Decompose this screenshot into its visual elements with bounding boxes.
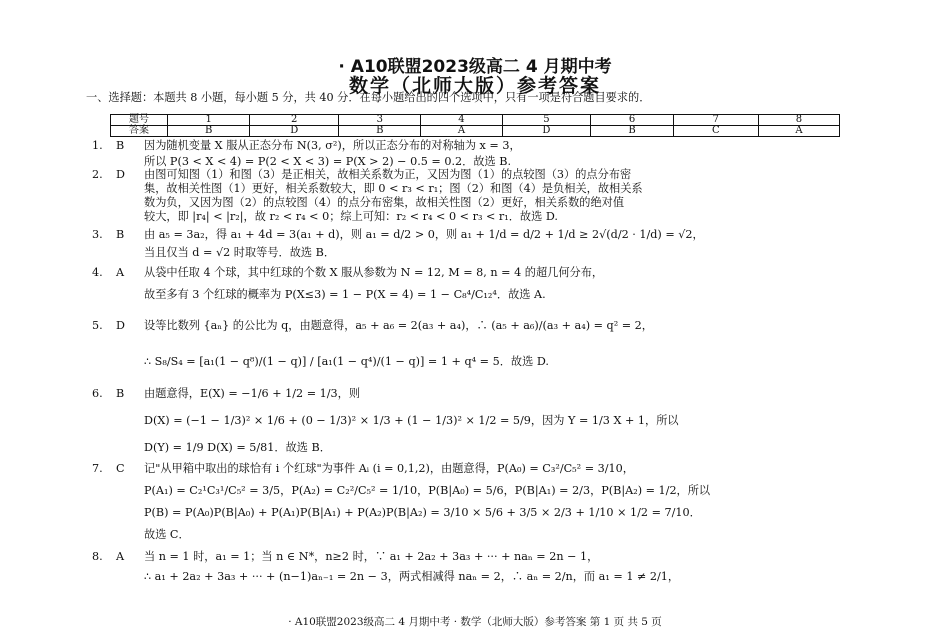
table-cell-number: 5 <box>502 115 591 126</box>
table-cell-number: 1 <box>168 115 250 126</box>
page-title: · A10联盟2023级高二 4 月期中考 <box>338 57 612 77</box>
answer-table <box>110 114 840 137</box>
solution-line: 当且仅当 d = √2 时取等号．故选 B． <box>144 246 336 259</box>
table-cell-number: 6 <box>591 115 673 126</box>
question-6 <box>92 380 882 461</box>
solution-line: 集，故相关性图（1）更好，相关系数较大，即 0 < r₃ < r₁；图（2）和图（4）是负相关，故相关系 <box>144 182 643 195</box>
question-1 <box>92 138 882 170</box>
table-cell-number: 4 <box>421 115 502 126</box>
solution-line: D(X) = (−1 − 1/3)² × 1/6 + (0 − 1/3)² × 1/3 + (1 − 1/3)² × 1/2 = 5/9，因为 Y = 1/3 X + 1，所以 <box>144 414 679 427</box>
solution-line: 因为随机变量 X 服从正态分布 N(3, σ²)，所以正态分布的对称轴为 x = 3， <box>144 139 521 152</box>
question-number: 3. <box>92 228 103 241</box>
solution-line: 较大，即 |r₄| < |r₂|，故 r₂ < r₄ < 0；综上可知：r₂ < r₄ < 0 < r₃ < r₁．故选 D. <box>144 210 558 223</box>
question-2 <box>92 168 882 224</box>
question-answer-key: D <box>116 319 125 332</box>
question-number: 5. <box>92 319 103 332</box>
question-answer-key: D <box>116 168 125 181</box>
question-number: 1. <box>92 139 103 152</box>
table-cell-answer: A <box>421 126 502 137</box>
table-cell-answer: B <box>591 126 673 137</box>
answer-table-answer-row <box>111 126 840 137</box>
table-row-label: 题号 <box>111 115 168 126</box>
solution-line: 从袋中任取 4 个球，其中红球的个数 X 服从参数为 N = 12, M = 8, n = 4 的超几何分布， <box>144 266 604 279</box>
solution-line: 由题意得，E(X) = −1/6 + 1/2 = 1/3，则 <box>144 387 361 400</box>
question-answer-key: B <box>116 387 125 400</box>
question-4 <box>92 262 882 306</box>
question-answer-key: A <box>116 266 125 279</box>
solution-line: ∴ S₈/S₄ = [a₁(1 − q⁸)/(1 − q)] / [a₁(1 − q⁴)/(1 − q)] = 1 + q⁴ = 5．故选 D. <box>144 355 549 368</box>
solution-line: 当 n = 1 时，a₁ = 1；当 n ∈ N*，n≥2 时，∵ a₁ + 2a₂ + 3a₃ + ··· + naₙ = 2n − 1， <box>144 550 599 563</box>
question-3 <box>92 226 882 262</box>
solution-line: 故选 C． <box>144 528 190 541</box>
question-number: 4. <box>92 266 103 279</box>
question-answer-key: B <box>116 139 125 152</box>
table-cell-answer: B <box>339 126 421 137</box>
table-cell-answer: C <box>673 126 758 137</box>
question-answer-key: B <box>116 228 125 241</box>
question-7 <box>92 458 882 546</box>
question-number: 7. <box>92 462 103 475</box>
question-answer-key: A <box>116 550 125 563</box>
solution-line: 所以 P(3 < X < 4) = P(2 < X < 3) = P(X > 2) − 0.5 = 0.2．故选 B. <box>144 155 512 168</box>
table-cell-number: 3 <box>339 115 421 126</box>
table-cell-answer: A <box>758 126 839 137</box>
question-8 <box>92 547 882 587</box>
solution-line: 数为负，又因为图（2）的点较图（4）的点分布密集，故相关性图（2）更好，相关系数的绝对值 <box>144 196 625 209</box>
solution-line: 故至多有 3 个红球的概率为 P(X≤3) = 1 − P(X = 4) = 1 − C₈⁴/C₁₂⁴．故选 A. <box>144 288 546 301</box>
table-cell-answer: B <box>168 126 250 137</box>
table-row-label: 答案 <box>111 126 168 137</box>
solution-line: 设等比数列 {aₙ} 的公比为 q，由题意得，a₅ + a₆ = 2(a₃ + a₄)，∴ (a₅ + a₆)/(a₃ + a₄) = q² = 2， <box>144 319 653 332</box>
solution-line: P(A₁) = C₂¹C₃¹/C₅² = 3/5，P(A₂) = C₂²/C₅² = 1/10，P(B|A₀) = 5/6，P(B|A₁) = 2/3，P(B|A₂) = 1/2，所以 <box>144 484 711 497</box>
question-number: 6. <box>92 387 103 400</box>
solution-line: ∴ a₁ + 2a₂ + 3a₃ + ··· + (n−1)aₙ₋₁ = 2n − 3，两式相减得 naₙ = 2，∴ aₙ = 2/n，而 a₁ = 1 ≠ 2/1， <box>144 570 680 583</box>
section-intro: 一、选择题：本题共 8 小题，每小题 5 分，共 40 分．在每小题给出的四个选项中，只有一项是符合题目要求的． <box>86 91 651 104</box>
question-number: 8. <box>92 550 103 563</box>
table-cell-number: 2 <box>250 115 339 126</box>
page-subtitle: 数学（北师大版）参考答案 <box>348 75 601 97</box>
question-answer-key: C <box>116 462 125 475</box>
question-number: 2. <box>92 168 103 181</box>
solution-line: 记"从甲箱中取出的球恰有 i 个红球"为事件 Aᵢ (i = 0,1,2)，由题意得，P(A₀) = C₃²/C₅² = 3/10， <box>144 462 634 475</box>
table-cell-number: 7 <box>673 115 758 126</box>
question-5 <box>92 308 882 380</box>
solution-line: D(Y) = 1/9 D(X) = 5/81．故选 B． <box>144 441 331 454</box>
answer-table-number-row <box>111 115 840 126</box>
solution-line: 由图可知图（1）和图（3）是正相关，故相关系数为正，又因为图（1）的点较图（3）的点分布密 <box>144 168 632 181</box>
page-footer: · A10联盟2023级高二 4 月期中考 · 数学（北师大版）参考答案 第 1 页 共 5 页 <box>288 616 662 628</box>
table-cell-answer: D <box>250 126 339 137</box>
table-cell-answer: D <box>502 126 591 137</box>
solution-line: P(B) = P(A₀)P(B|A₀) + P(A₁)P(B|A₁) + P(A₂)P(B|A₂) = 3/10 × 5/6 + 3/5 × 2/3 + 1/10 × 1/2 = 7/10． <box>144 506 701 519</box>
table-cell-number: 8 <box>758 115 839 126</box>
solution-line: 由 a₅ = 3a₂，得 a₁ + 4d = 3(a₁ + d)，则 a₁ = d/2 > 0，则 a₁ + 1/d = d/2 + 1/d ≥ 2√(d/2 · 1/d) = √2， <box>144 228 704 241</box>
